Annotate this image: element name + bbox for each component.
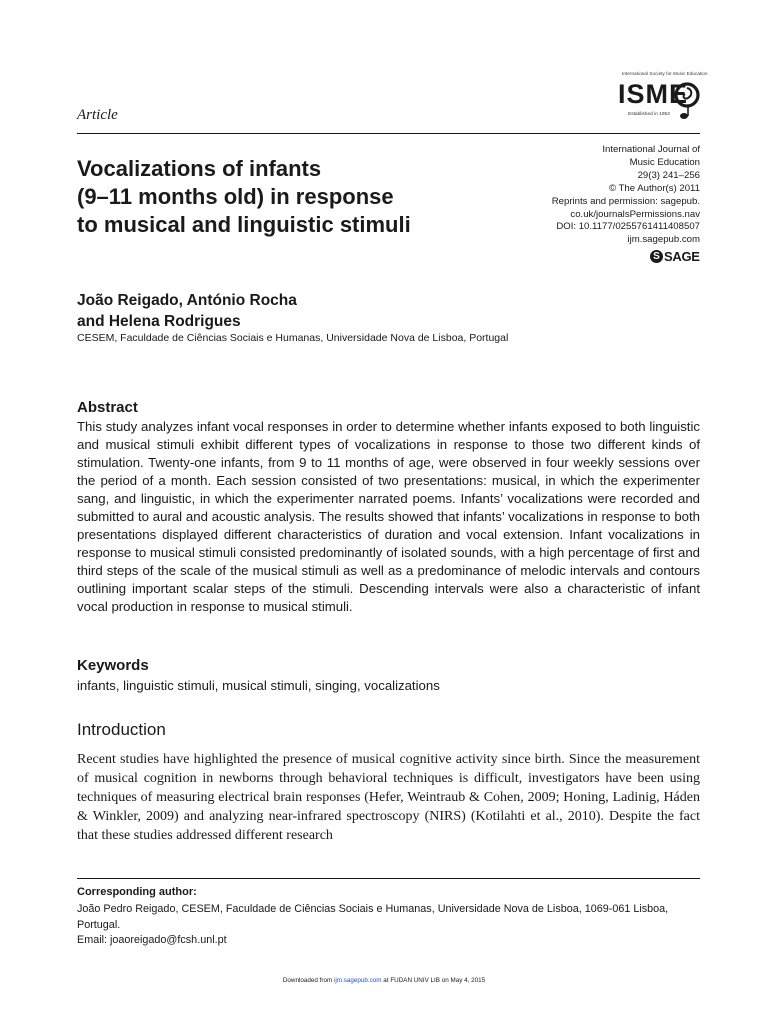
journal-name-line2: Music Education [629, 156, 700, 168]
author-list [77, 290, 297, 332]
download-prefix: Downloaded from [282, 977, 334, 984]
abstract-heading: Abstract [77, 399, 138, 416]
isme-established: Established in 1953 [628, 112, 670, 117]
header-divider [77, 133, 700, 134]
journal-reprints-line1: Reprints and permission: sagepub. [551, 195, 700, 207]
corresponding-line: João Pedro Reigado, CESEM, Faculdade de Ciências Sociais e Humanas, Universidade Nova de Lisboa, 1069-061 Lisboa, [77, 903, 669, 915]
title-line: (9–11 months old) in response [77, 184, 394, 209]
journal-copyright: © The Author(s) 2011 [609, 182, 700, 194]
sage-wordmark: SAGE [664, 248, 700, 264]
journal-reprints-line2: co.uk/journalsPermissions.nav [570, 208, 700, 220]
download-link[interactable]: ijm.sagepub.com [333, 977, 382, 984]
journal-info [500, 144, 700, 247]
keywords-text: infants, linguistic stimuli, musical stimuli, singing, vocalizations [77, 678, 440, 693]
isme-logo-icon [672, 80, 704, 122]
author-affiliation: CESEM, Faculdade de Ciências Sociais e Humanas, Universidade Nova de Lisboa, Portugal [77, 332, 509, 344]
article-title [77, 155, 477, 239]
title-line: Vocalizations of infants [77, 156, 322, 181]
download-stamp [0, 977, 768, 984]
corresponding-line: Portugal. [77, 918, 121, 931]
introduction-heading: Introduction [77, 720, 166, 739]
authors-line: João Reigado, António Rocha [77, 292, 297, 309]
title-line: to musical and linguistic stimuli [77, 212, 411, 237]
download-suffix: at FUDAN UNIV LIB on May 4, 2015 [381, 977, 486, 984]
authors-line: and Helena Rodrigues [77, 313, 241, 330]
journal-doi: DOI: 10.1177/0255761411408507 [556, 221, 700, 233]
sage-logo [650, 249, 700, 263]
sage-s-icon: S [650, 250, 663, 263]
journal-name-line1: International Journal of [602, 144, 700, 155]
isme-logo-text: ISME [618, 79, 689, 109]
corresponding-author-details [77, 902, 700, 949]
journal-volume: 29(3) 241–256 [637, 169, 700, 181]
keywords-heading: Keywords [77, 657, 149, 674]
introduction-text: Recent studies have highlighted the presence of musical cognitive activity since birth. Since the measurement of musical cognition in newborns through behavioral techniques is difficult, investigators have been using techniques of measuring electrical brain responses (Hefer, Weintraub & Cohen, 2009; Honing, Ladinig, Háden & Winkler, 2009) and analyzing near-infrared spectroscopy (NIRS) (Kotilahti et al., 2010). Despite the fact that these studies addressed different research [77, 752, 700, 843]
abstract-text: This study analyzes infant vocal responses in order to determine whether infants exposed to both linguistic and musical stimuli exhibit different types of vocalizations in response to those two different kinds of stimulation. Twenty-one infants, from 9 to 11 months of age, were observed in four weekly sessions over the period of a month. Each session consisted of two presentations: musical, in which the experimenter sang, and linguistic, in which the experimenter narrated poems. Infants’ vocalizations were recorded and submitted to aural and acoustic analysis. The results showed that infants’ vocalizations in response to both presentations displayed different characteristics of duration and vocal extension. Infant vocalizations in response to musical stimuli consisted predominantly of isolated sounds, with a high percentage of first and third steps of the scale of the musical stimuli as well as a predominance of melodic intervals and contours outlining important scalar steps of the stimuli. Descending intervals were also a characteristic of infant vocal production in response to musical stimuli. [77, 419, 700, 614]
footnote-divider [77, 878, 700, 879]
corresponding-email: Email: joaoreigado@fcsh.unl.pt [77, 934, 227, 946]
journal-url: ijm.sagepub.com [627, 234, 700, 246]
article-type-label: Article [77, 107, 118, 123]
corresponding-author-heading: Corresponding author: [77, 886, 197, 898]
isme-tagline: International Society for Music Education [622, 71, 708, 76]
